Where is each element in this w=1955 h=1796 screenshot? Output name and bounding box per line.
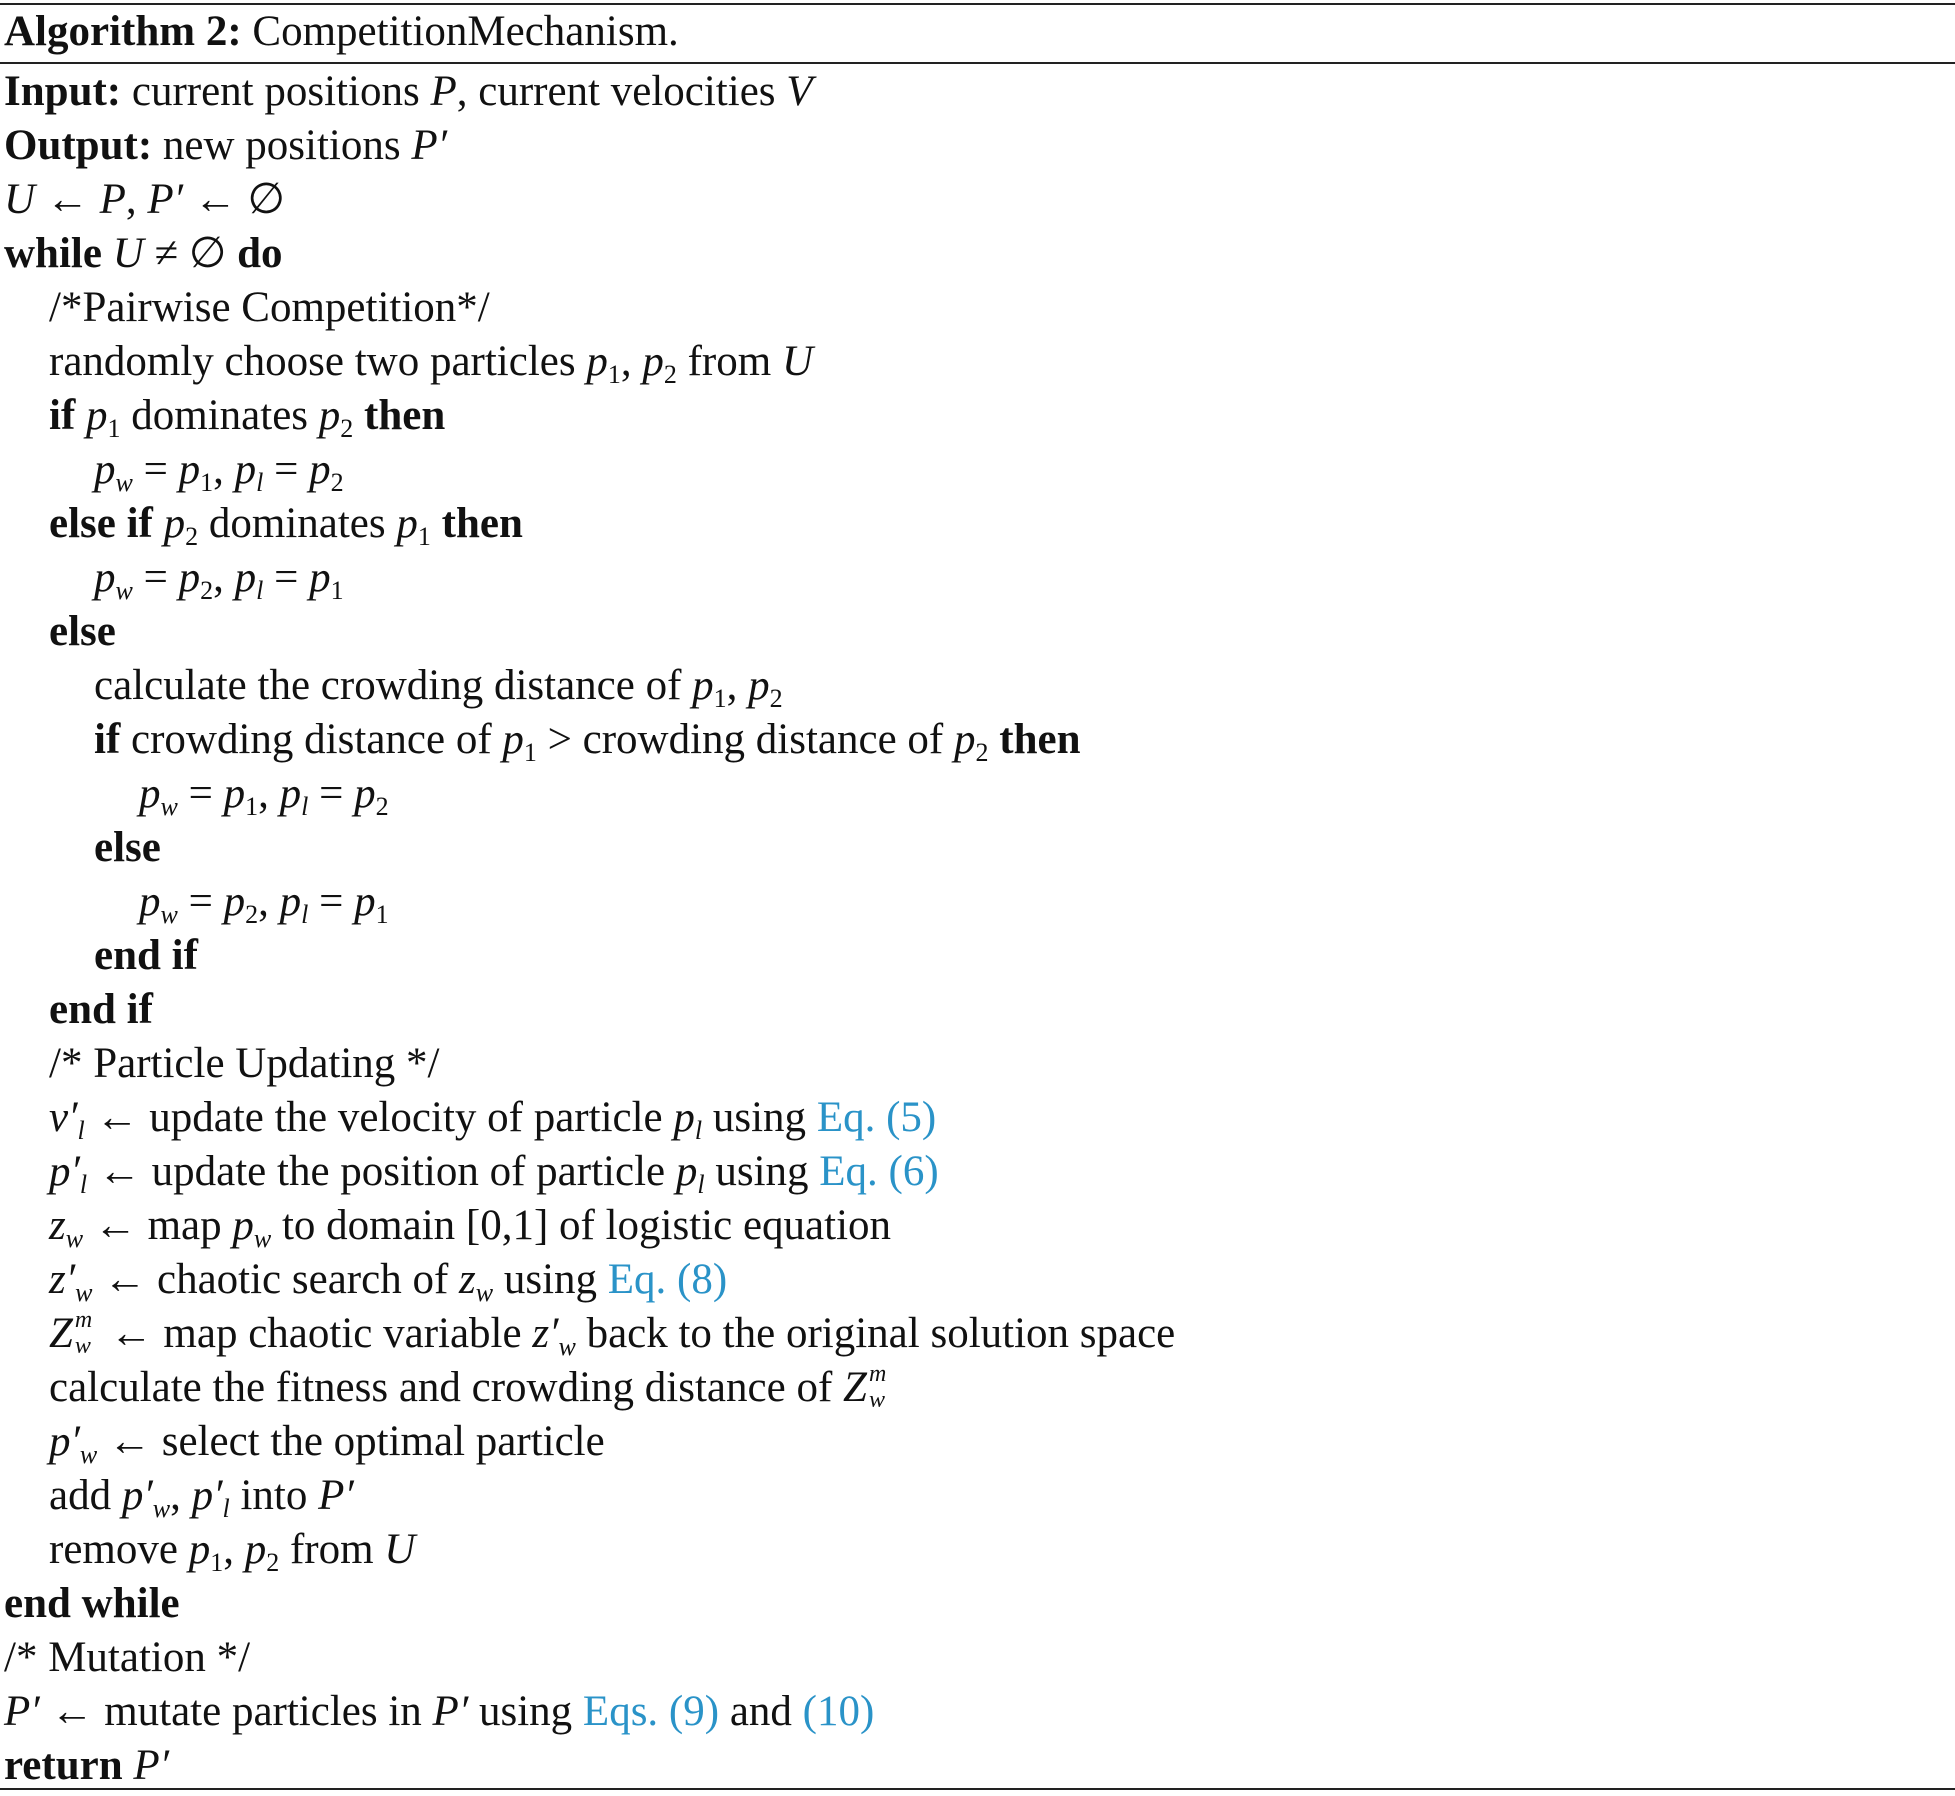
line-text bbox=[75, 392, 86, 439]
algorithm-line bbox=[4, 1577, 180, 1631]
keyword: end if bbox=[94, 932, 198, 979]
math-subscript: 2 bbox=[375, 792, 389, 821]
math-symbol: p bbox=[675, 1148, 698, 1195]
line-text: , bbox=[125, 176, 148, 223]
math-subscript: 2 bbox=[245, 900, 259, 929]
math-symbol: p bbox=[502, 716, 524, 763]
math-symbol: V bbox=[786, 68, 813, 115]
line-text: crowding distance of bbox=[120, 716, 503, 763]
math-symbol: p′ bbox=[121, 1472, 153, 1519]
math-symbol: p bbox=[673, 1094, 695, 1141]
math-subscript: w bbox=[160, 900, 178, 929]
line-text: , bbox=[213, 446, 235, 493]
line-text: , current velocities bbox=[456, 68, 787, 115]
algorithm-line bbox=[49, 1415, 605, 1469]
math-subscript: 1 bbox=[330, 576, 344, 605]
algorithm-line bbox=[4, 1631, 250, 1685]
bottom-rule bbox=[0, 1788, 1955, 1790]
math-symbol: P′ bbox=[318, 1472, 354, 1519]
line-text: > crowding distance of bbox=[536, 716, 954, 763]
math-superscript: m bbox=[74, 1307, 93, 1334]
line-text bbox=[123, 1742, 134, 1789]
math-symbol: p bbox=[223, 770, 246, 817]
line-text: ← map bbox=[83, 1202, 233, 1249]
math-symbol: p bbox=[692, 662, 714, 709]
algorithm-line bbox=[49, 1199, 891, 1253]
line-text: /*Pairwise Competition*/ bbox=[49, 284, 490, 331]
math-subscript: 1 bbox=[523, 738, 537, 767]
math-symbol: p′ bbox=[191, 1472, 223, 1519]
algorithm-line bbox=[94, 821, 161, 875]
keyword: then bbox=[441, 500, 523, 547]
line-text: ← ∅ bbox=[183, 176, 285, 223]
keyword: end if bbox=[49, 986, 153, 1033]
math-symbol: Z bbox=[49, 1310, 73, 1357]
algorithm-line bbox=[94, 713, 1080, 767]
algorithm-line bbox=[49, 1091, 936, 1145]
algorithm-line bbox=[49, 335, 813, 389]
line-text bbox=[102, 230, 113, 277]
algorithm-line bbox=[4, 173, 285, 227]
math-symbol: z bbox=[49, 1202, 66, 1249]
line-text: = bbox=[177, 878, 224, 925]
math-subscript: 2 bbox=[769, 684, 783, 713]
equation-link[interactable]: Eqs. (9) bbox=[582, 1688, 720, 1735]
math-subscript: l bbox=[694, 1116, 703, 1145]
math-symbol: p bbox=[86, 392, 108, 439]
equation-link[interactable]: (10) bbox=[802, 1688, 875, 1735]
keyword: else if bbox=[49, 500, 153, 547]
line-text: , bbox=[223, 1526, 245, 1573]
math-symbol: p bbox=[232, 1202, 254, 1249]
math-subscript: l bbox=[77, 1116, 85, 1145]
keyword: Input: bbox=[4, 68, 122, 115]
algorithm-line bbox=[139, 875, 389, 929]
algorithm-line bbox=[4, 119, 447, 173]
math-symbol: P bbox=[430, 68, 457, 115]
line-text bbox=[989, 716, 1000, 763]
math-symbol: z′ bbox=[49, 1256, 76, 1303]
math-subscript: 1 bbox=[607, 360, 621, 389]
line-text bbox=[431, 500, 442, 547]
math-symbol: p bbox=[94, 446, 116, 493]
math-symbol: p bbox=[748, 662, 770, 709]
line-text: calculate the fitness and crowding distance of bbox=[49, 1364, 844, 1411]
algorithm-line bbox=[94, 551, 344, 605]
math-symbol: p bbox=[318, 392, 341, 439]
line-text: = bbox=[308, 878, 355, 925]
algorithm-line bbox=[49, 1253, 727, 1307]
line-text: = bbox=[177, 770, 224, 817]
math-subscript: l bbox=[79, 1170, 88, 1199]
math-symbol: p bbox=[954, 716, 976, 763]
algorithm-line bbox=[49, 389, 445, 443]
math-subscript: l bbox=[256, 576, 264, 605]
keyword: Output: bbox=[4, 122, 153, 169]
line-text: ← select the optimal particle bbox=[97, 1418, 605, 1465]
equation-link[interactable]: Eq. (6) bbox=[819, 1148, 939, 1195]
line-text: dominates bbox=[198, 500, 397, 547]
algorithm-line bbox=[49, 1523, 415, 1577]
top-rule bbox=[0, 3, 1955, 5]
math-symbol: p bbox=[279, 878, 302, 925]
math-symbol: P′ bbox=[4, 1688, 40, 1735]
math-subsup bbox=[867, 1361, 893, 1414]
algorithm-line bbox=[4, 1739, 169, 1793]
math-symbol: p bbox=[234, 446, 257, 493]
algorithm-line bbox=[4, 1685, 874, 1739]
line-text bbox=[153, 500, 164, 547]
line-text: calculate the crowding distance of bbox=[94, 662, 693, 709]
keyword: while bbox=[4, 230, 102, 277]
keyword: then bbox=[999, 716, 1081, 763]
line-text: ← bbox=[35, 176, 100, 223]
line-text: new positions bbox=[152, 122, 412, 169]
line-text: /* Particle Updating */ bbox=[49, 1040, 440, 1087]
line-text: dominates bbox=[120, 392, 319, 439]
line-text bbox=[353, 392, 364, 439]
math-subscript: 2 bbox=[185, 522, 199, 551]
algorithm-line bbox=[49, 1037, 440, 1091]
line-text: using bbox=[468, 1688, 583, 1735]
math-symbol: p bbox=[586, 338, 608, 385]
algorithm-line bbox=[4, 227, 283, 281]
math-symbol: U bbox=[4, 176, 36, 223]
math-subsup bbox=[73, 1307, 99, 1360]
line-text: current positions bbox=[121, 68, 431, 115]
math-subscript: w bbox=[79, 1440, 98, 1469]
algorithm-line bbox=[49, 983, 153, 1037]
keyword: else bbox=[94, 824, 161, 871]
line-text: and bbox=[719, 1688, 803, 1735]
math-subscript: l bbox=[301, 900, 309, 929]
keyword: return bbox=[4, 1742, 123, 1789]
math-symbol: U bbox=[781, 338, 814, 385]
math-subscript: w bbox=[115, 576, 133, 605]
line-text: ← chaotic search of bbox=[92, 1256, 460, 1303]
line-text: ← update the position of particle bbox=[87, 1148, 676, 1195]
math-subscript: w bbox=[152, 1494, 171, 1523]
math-subscript: 1 bbox=[210, 1548, 224, 1577]
math-subscript: 2 bbox=[200, 576, 214, 605]
algorithm-line bbox=[49, 1145, 939, 1199]
math-subscript: 2 bbox=[340, 414, 354, 443]
math-symbol: p′ bbox=[49, 1148, 80, 1195]
math-symbol: p bbox=[279, 770, 302, 817]
math-symbol: p bbox=[163, 500, 186, 547]
algorithm-line bbox=[94, 443, 344, 497]
math-subscript: 1 bbox=[200, 468, 214, 497]
math-symbol: p′ bbox=[49, 1418, 80, 1465]
algorithm-line bbox=[49, 497, 523, 551]
math-symbol: p bbox=[223, 878, 246, 925]
math-symbol: p bbox=[354, 878, 376, 925]
line-text: ≠ ∅ bbox=[143, 230, 238, 277]
math-symbol: p bbox=[234, 554, 257, 601]
math-subscript: 1 bbox=[375, 900, 389, 929]
math-subscript: w bbox=[74, 1333, 91, 1360]
math-subscript: w bbox=[868, 1387, 885, 1414]
math-symbol: p bbox=[178, 554, 201, 601]
line-text: = bbox=[263, 446, 310, 493]
algorithm-line bbox=[94, 659, 783, 713]
line-text: /* Mutation */ bbox=[4, 1634, 251, 1681]
math-symbol: U bbox=[112, 230, 144, 277]
line-text: = bbox=[132, 446, 179, 493]
math-symbol: p bbox=[642, 338, 664, 385]
math-subscript: w bbox=[160, 792, 178, 821]
line-text: , bbox=[258, 878, 280, 925]
algorithm-label: Algorithm 2: bbox=[4, 8, 242, 55]
math-symbol: p bbox=[396, 500, 418, 547]
keyword: if bbox=[94, 716, 121, 763]
math-subscript: l bbox=[256, 468, 264, 497]
algorithm-line bbox=[49, 1361, 893, 1415]
math-symbol: p bbox=[94, 554, 116, 601]
math-symbol: P bbox=[99, 176, 126, 223]
algorithm-line bbox=[94, 929, 198, 983]
math-subscript: 2 bbox=[663, 360, 677, 389]
math-subscript: l bbox=[697, 1170, 705, 1199]
math-symbol: P′ bbox=[147, 176, 184, 223]
algorithm-title bbox=[4, 6, 679, 58]
math-subscript: 2 bbox=[330, 468, 344, 497]
line-text: , bbox=[258, 770, 280, 817]
math-subscript: w bbox=[75, 1278, 93, 1307]
algorithm-line bbox=[49, 281, 490, 335]
line-text: back to the original solution space bbox=[575, 1310, 1176, 1357]
keyword: do bbox=[237, 230, 283, 277]
algorithm-line bbox=[4, 65, 813, 119]
line-text: = bbox=[132, 554, 179, 601]
math-subscript: w bbox=[253, 1224, 272, 1253]
math-subscript: 1 bbox=[107, 414, 121, 443]
header-rule bbox=[0, 62, 1955, 64]
line-text: ← update the velocity of particle bbox=[84, 1094, 674, 1141]
math-subscript: l bbox=[222, 1494, 230, 1523]
math-subscript: w bbox=[115, 468, 133, 497]
line-text: , bbox=[620, 338, 643, 385]
line-text: , bbox=[726, 662, 749, 709]
line-text: using bbox=[493, 1256, 608, 1303]
keyword: if bbox=[49, 392, 76, 439]
math-symbol: p bbox=[188, 1526, 211, 1573]
math-symbol: v′ bbox=[49, 1094, 78, 1141]
math-symbol: p bbox=[309, 554, 331, 601]
math-symbol: p bbox=[354, 770, 376, 817]
keyword: end while bbox=[4, 1580, 180, 1627]
line-text: to domain [0,1] of logistic equation bbox=[271, 1202, 892, 1249]
math-superscript: m bbox=[868, 1361, 887, 1388]
math-symbol: P′ bbox=[411, 122, 448, 169]
math-symbol: p bbox=[309, 446, 331, 493]
math-subscript: w bbox=[65, 1224, 84, 1253]
line-text: = bbox=[263, 554, 310, 601]
line-text: using bbox=[702, 1094, 817, 1141]
math-subscript: l bbox=[301, 792, 309, 821]
algorithm-line bbox=[139, 767, 389, 821]
line-text: ← map chaotic variable bbox=[98, 1310, 533, 1357]
math-symbol: p bbox=[139, 878, 161, 925]
math-symbol: z′ bbox=[532, 1310, 559, 1357]
math-symbol: p bbox=[244, 1526, 267, 1573]
algorithm-line bbox=[49, 1307, 1175, 1361]
equation-link[interactable]: Eq. (5) bbox=[816, 1094, 937, 1141]
algorithm-line bbox=[49, 1469, 354, 1523]
math-symbol: z bbox=[459, 1256, 476, 1303]
math-subscript: w bbox=[558, 1332, 576, 1361]
math-subscript: 1 bbox=[245, 792, 259, 821]
math-symbol: p bbox=[178, 446, 201, 493]
math-symbol: P′ bbox=[432, 1688, 469, 1735]
line-text: , bbox=[170, 1472, 192, 1519]
math-subscript: 2 bbox=[266, 1548, 280, 1577]
equation-link[interactable]: Eq. (8) bbox=[607, 1256, 728, 1303]
line-text: into bbox=[229, 1472, 319, 1519]
math-subscript: 1 bbox=[713, 684, 727, 713]
line-text: randomly choose two particles bbox=[49, 338, 587, 385]
math-subscript: 2 bbox=[975, 738, 989, 767]
math-subscript: 1 bbox=[417, 522, 431, 551]
math-symbol: Z bbox=[843, 1364, 867, 1411]
math-symbol: P′ bbox=[133, 1742, 170, 1789]
line-text: = bbox=[308, 770, 355, 817]
line-text: add bbox=[49, 1472, 122, 1519]
line-text: remove bbox=[49, 1526, 189, 1573]
line-text: from bbox=[279, 1526, 385, 1573]
algorithm-line bbox=[49, 605, 116, 659]
line-text: , bbox=[213, 554, 235, 601]
algorithm-name: CompetitionMechanism. bbox=[252, 8, 679, 55]
math-subscript: w bbox=[475, 1278, 494, 1307]
math-symbol: p bbox=[139, 770, 161, 817]
keyword: then bbox=[364, 392, 446, 439]
line-text: from bbox=[676, 338, 782, 385]
line-text: ← mutate particles in bbox=[39, 1688, 433, 1735]
math-symbol: U bbox=[384, 1526, 416, 1573]
keyword: else bbox=[49, 608, 116, 655]
line-text: using bbox=[704, 1148, 820, 1195]
